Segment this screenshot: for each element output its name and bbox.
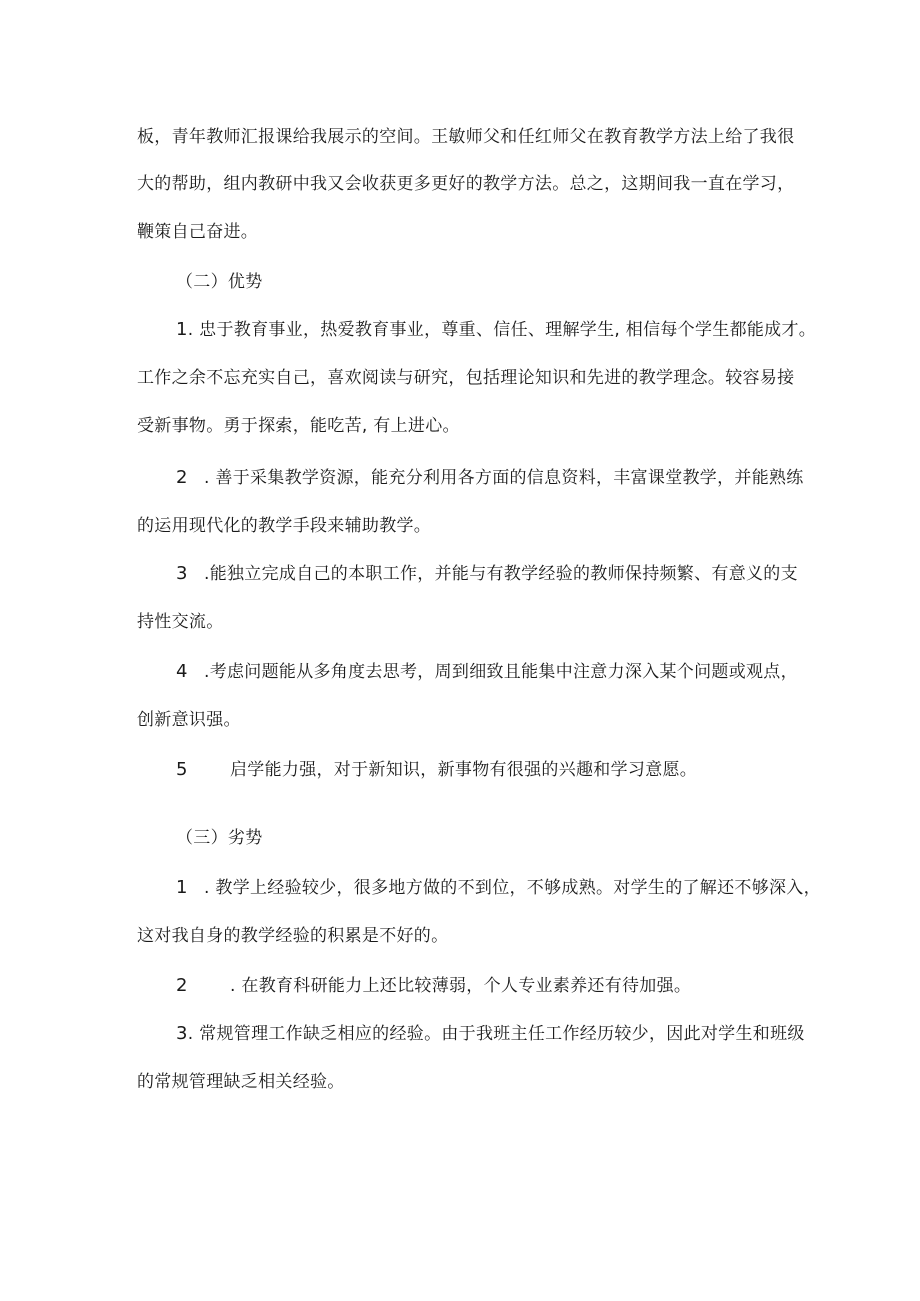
- strength-item-4-number: 4: [176, 661, 188, 682]
- weakness-item-2-number: 2: [176, 975, 188, 996]
- strength-item-5-text: 启学能力强，对于新知识，新事物有很强的兴趣和学习意愿。: [230, 760, 698, 780]
- weakness-item-3-text: . 常规管理工作缺乏相应的经验。由于我班主任工作经历较少，因此对学生和班级: [187, 1024, 805, 1044]
- strength-item-2-line-1: [176, 466, 804, 490]
- weakness-item-1-number: 1: [176, 877, 188, 898]
- strength-item-1-line-1: [176, 318, 816, 342]
- strength-item-4-line-1: [176, 660, 798, 684]
- strength-item-3-line-2: 持性交流。: [137, 612, 224, 632]
- weakness-item-1-line-1: [176, 876, 821, 900]
- section-heading-weaknesses: （三）劣势: [176, 828, 263, 848]
- weakness-item-3-line-2: 的常规管理缺乏相关经验。: [137, 1072, 345, 1092]
- strength-item-5-line-1: [176, 758, 697, 782]
- strength-item-3-text: .能独立完成自己的本职工作，并能与有教学经验的教师保持频繁、有意义的支: [204, 564, 798, 584]
- strength-item-1-line-2: 工作之余不忘充实自己，喜欢阅读与研究，包括理论知识和先进的教学理念。较容易接: [137, 368, 795, 388]
- intro-line-3: 鞭策自己奋进。: [137, 222, 259, 242]
- intro-line-1: 板，青年教师汇报课给我展示的空间。王敏师父和任红师父在教育教学方法上给了我很: [137, 127, 795, 147]
- strength-item-3-line-1: [176, 562, 798, 586]
- weakness-item-3-number: 3: [176, 1023, 188, 1044]
- weakness-item-2-text: . 在教育科研能力上还比较薄弱，个人专业素养还有待加强。: [230, 976, 692, 996]
- weakness-item-2-line-1: [176, 974, 691, 998]
- strength-item-5-number: 5: [176, 759, 188, 780]
- strength-item-1-line-3: 受新事物。勇于探索，能吃苦, 有上进心。: [137, 416, 460, 436]
- weakness-item-1-line-2: 这对我自身的教学经验的积累是不好的。: [137, 926, 449, 946]
- strength-item-2-text: . 善于采集教学资源，能充分利用各方面的信息资料，丰富课堂教学，并能熟练: [204, 468, 804, 488]
- strength-item-1-number: 1: [176, 319, 188, 340]
- strength-item-1-text: . 忠于教育事业，热爱教育事业，尊重、信任、理解学生, 相信每个学生都能成才。: [187, 320, 817, 340]
- strength-item-2-line-2: 的运用现代化的教学手段来辅助教学。: [137, 516, 432, 536]
- intro-line-2: 大的帮助，组内教研中我又会收获更多更好的教学方法。总之，这期间我一直在学习，: [137, 174, 795, 194]
- weakness-item-3-line-1: [176, 1022, 805, 1046]
- strength-item-2-number: 2: [176, 467, 188, 488]
- section-heading-strengths: （二）优势: [176, 272, 263, 292]
- strength-item-4-line-2: 创新意识强。: [137, 710, 241, 730]
- strength-item-3-number: 3: [176, 563, 188, 584]
- weakness-item-1-text: . 教学上经验较少，很多地方做的不到位，不够成熟。对学生的了解还不够深入，: [204, 878, 821, 898]
- strength-item-4-text: .考虑问题能从多角度去思考，周到细致且能集中注意力深入某个问题或观点，: [204, 662, 798, 682]
